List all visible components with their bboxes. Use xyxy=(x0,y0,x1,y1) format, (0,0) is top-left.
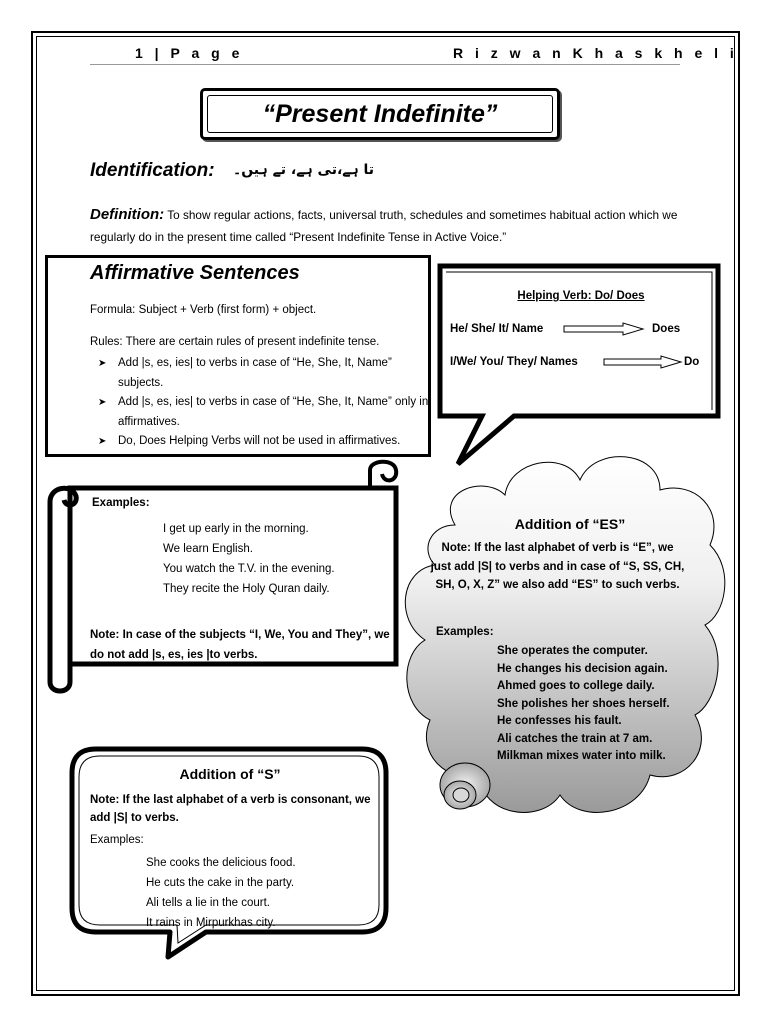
identification-label: Identification: xyxy=(90,160,215,181)
example-sentence: Milkman mixes water into milk. xyxy=(497,750,666,762)
header-rule xyxy=(90,64,680,65)
example-sentence: She operates the computer. xyxy=(497,645,648,657)
helping-row1-subjects: He/ She/ It/ Name xyxy=(450,323,544,335)
identification-urdu: تا ہے،تی ہے، تے ہیں۔ xyxy=(233,162,375,178)
addition-s-title: Addition of “S” xyxy=(179,766,281,782)
rules-list xyxy=(98,354,438,452)
example-sentence: They recite the Holy Quran daily. xyxy=(163,583,330,595)
definition-label: Definition: xyxy=(90,206,165,223)
helping-row2-subjects: I/We/ You/ They/ Names xyxy=(450,356,578,368)
addition-es-examples xyxy=(497,643,670,766)
example-sentence: I get up early in the morning. xyxy=(163,523,309,535)
example-sentence: He changes his decision again. xyxy=(497,662,668,675)
addition-s-examples-label: Examples: xyxy=(90,834,144,846)
scroll-examples-label: Examples: xyxy=(92,497,150,509)
addition-es-examples-label: Examples: xyxy=(436,626,494,638)
scroll-examples xyxy=(163,519,335,599)
scroll-note: Note: In case of the subjects “I, We, You and They”, we do not add |s, es, ies |to verbs. xyxy=(90,629,390,661)
helping-verb-title: Helping Verb: Do/ Does xyxy=(517,290,645,302)
definition-text: To show regular actions, facts, universal truth, schedules and sometimes habitual action which we regularly do in the present time called “Present Indefinite Tense in Active Voice.” xyxy=(90,208,678,244)
author-name: R i z w a n K h a s k h e l i xyxy=(453,45,738,61)
addition-s-examples xyxy=(146,853,296,933)
helping-row2-verb: Do xyxy=(684,356,700,368)
example-sentence: She polishes her shoes herself. xyxy=(497,697,670,710)
title-box xyxy=(200,88,560,140)
affirmative-formula: Formula: Subject + Verb (first form) + object. xyxy=(90,304,317,316)
rule-item: ➤ Add |s, es, ies| to verbs in case of “He, She, It, Name” subjects. xyxy=(98,354,438,393)
rule-item: ➤ Do, Does Helping Verbs will not be used in affirmatives. xyxy=(98,432,438,452)
example-sentence: You watch the T.V. in the evening. xyxy=(163,563,335,575)
example-sentence: She cooks the delicious food. xyxy=(146,857,296,869)
addition-es-note: Note: If the last alphabet of verb is “E”, we just add |S| to verbs and in case of “S, SS, CH, SH, O, X, Z” we also add “ES” to such verbs. xyxy=(430,542,685,591)
affirmative-title: Affirmative Sentences xyxy=(90,262,300,284)
example-sentence: He cuts the cake in the party. xyxy=(146,877,295,889)
example-sentence: Ahmed goes to college daily. xyxy=(497,680,655,692)
page-title: “Present Indefinite” xyxy=(207,95,553,133)
page-number: 1 | P a g e xyxy=(135,45,244,61)
rule-item: ➤ Add |s, es, ies| to verbs in case of “He, She, It, Name” only in affirmatives. xyxy=(98,393,438,432)
affirmative-rules-intro: Rules: There are certain rules of present indefinite tense. xyxy=(90,336,380,348)
arrow-icon xyxy=(603,355,683,369)
definition xyxy=(90,204,720,248)
example-sentence: Ali catches the train at 7 am. xyxy=(497,732,653,745)
example-sentence: We learn English. xyxy=(163,543,253,555)
helping-row1-verb: Does xyxy=(652,323,681,335)
addition-es-title: Addition of “ES” xyxy=(514,516,626,532)
arrow-icon xyxy=(563,322,645,336)
addition-s-note: Note: If the last alphabet of a verb is consonant, we add |S| to verbs. xyxy=(90,794,371,824)
example-sentence: He confesses his fault. xyxy=(497,715,622,727)
example-sentence: It rains in Mirpurkhas city. xyxy=(146,917,276,929)
example-sentence: Ali tells a lie in the court. xyxy=(146,897,271,909)
